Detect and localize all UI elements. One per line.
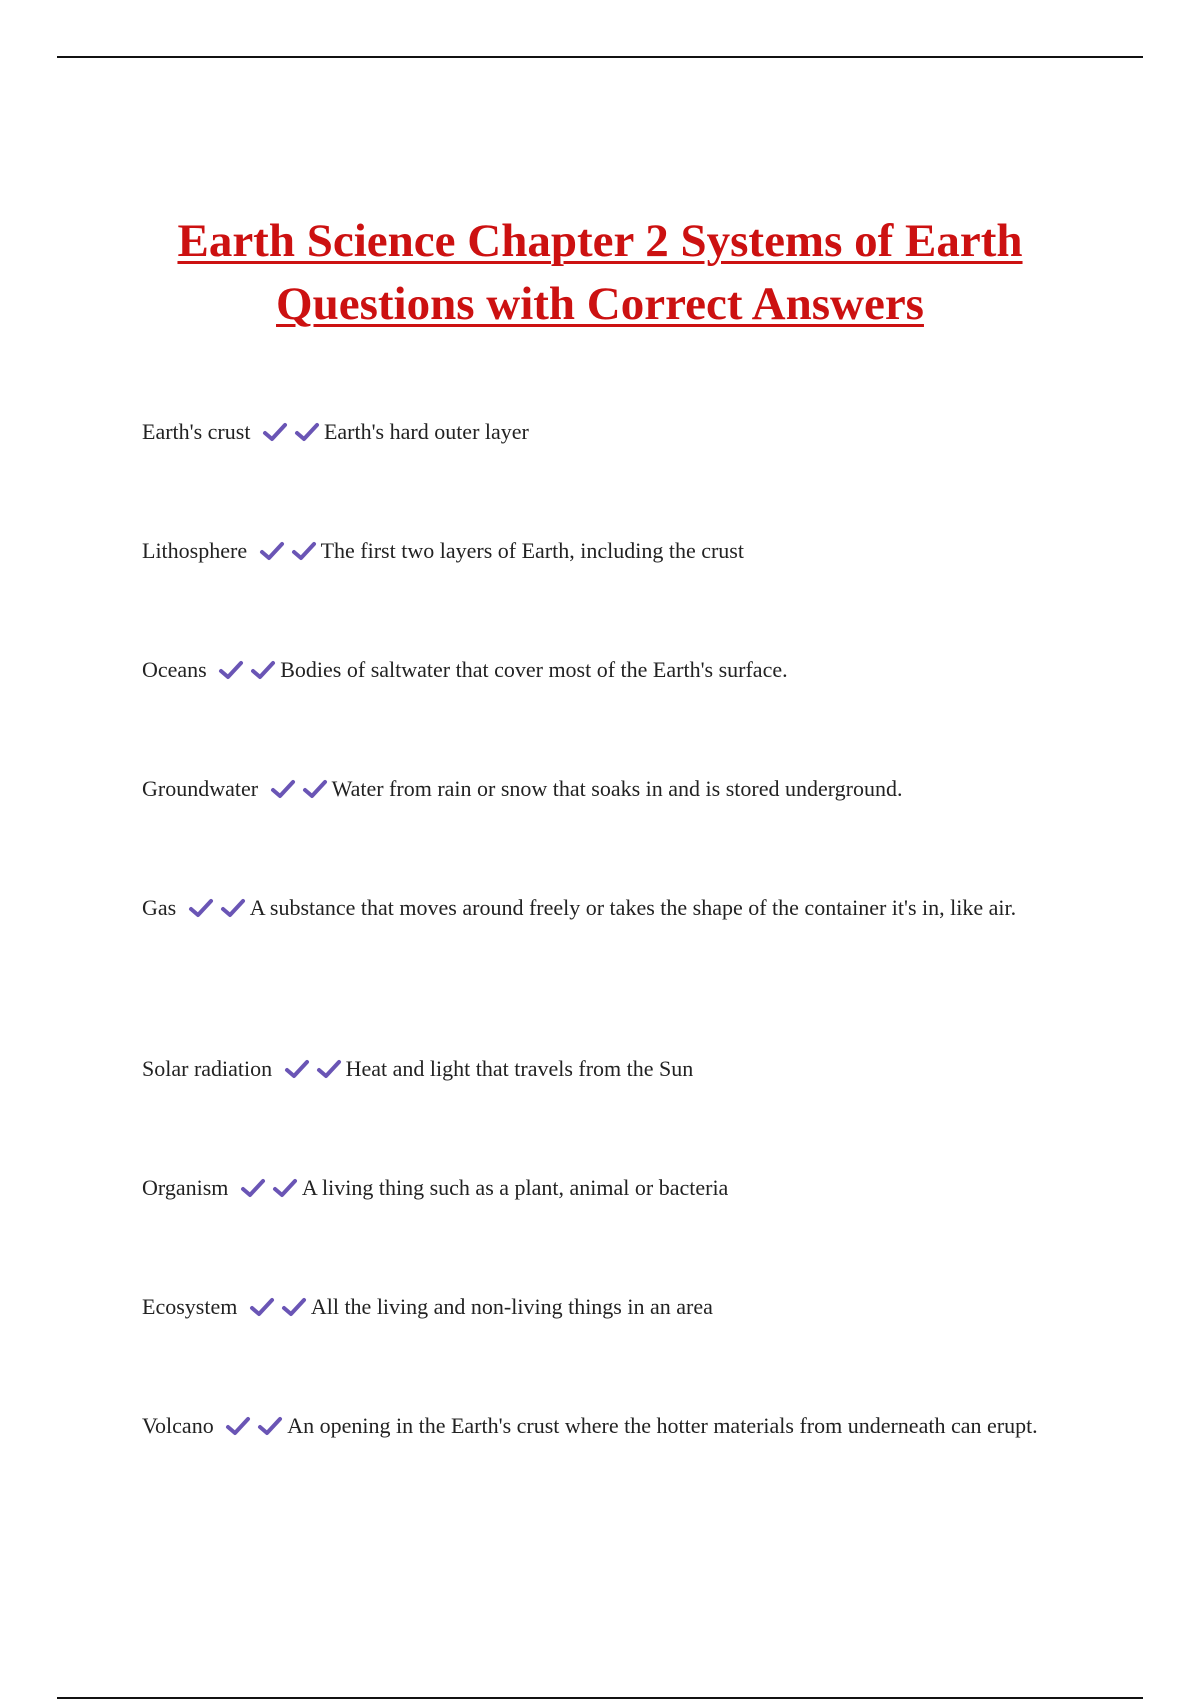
check-icon bbox=[262, 422, 288, 442]
term: Oceans bbox=[142, 657, 207, 682]
check-icon bbox=[250, 660, 276, 680]
answer: Earth's hard outer layer bbox=[323, 419, 529, 444]
check-icon bbox=[281, 1297, 307, 1317]
answer: The first two layers of Earth, including the crust bbox=[320, 538, 744, 563]
qa-item bbox=[142, 767, 1042, 814]
check-icon bbox=[240, 1178, 266, 1198]
term: Earth's crust bbox=[142, 419, 251, 444]
qa-item bbox=[142, 410, 1042, 457]
qa-item bbox=[142, 1404, 1042, 1451]
qa-item bbox=[142, 1047, 1042, 1094]
title-line-1: Earth Science Chapter 2 Systems of Earth bbox=[177, 215, 1023, 267]
term: Volcano bbox=[142, 1413, 214, 1438]
check-icon bbox=[294, 422, 320, 442]
answer: Water from rain or snow that soaks in and is stored underground. bbox=[331, 776, 903, 801]
header-rule bbox=[57, 56, 1143, 58]
check-icon bbox=[316, 1059, 342, 1079]
check-icon bbox=[218, 660, 244, 680]
check-marks bbox=[218, 651, 276, 695]
title-line-2: Questions with Correct Answers bbox=[276, 278, 924, 330]
answer: An opening in the Earth's crust where the hotter materials from underneath can erupt. bbox=[287, 1413, 1038, 1438]
answer: Heat and light that travels from the Sun bbox=[345, 1056, 694, 1081]
qa-item bbox=[142, 1285, 1042, 1332]
check-icon bbox=[270, 779, 296, 799]
qa-item bbox=[142, 648, 1042, 695]
qa-item bbox=[142, 886, 1042, 933]
answer: Bodies of saltwater that cover most of the Earth's surface. bbox=[280, 657, 788, 682]
footer-rule bbox=[57, 1697, 1143, 1699]
qa-item bbox=[142, 529, 1042, 576]
check-icon bbox=[259, 541, 285, 561]
check-icon bbox=[249, 1297, 275, 1317]
check-marks bbox=[240, 1169, 298, 1213]
term: Organism bbox=[142, 1175, 229, 1200]
check-icon bbox=[225, 1416, 251, 1436]
check-marks bbox=[249, 1288, 307, 1332]
term: Groundwater bbox=[142, 776, 259, 801]
check-icon bbox=[272, 1178, 298, 1198]
check-icon bbox=[188, 898, 214, 918]
term: Ecosystem bbox=[142, 1294, 238, 1319]
answer: All the living and non-living things in an area bbox=[310, 1294, 713, 1319]
term: Gas bbox=[142, 895, 177, 920]
check-marks bbox=[270, 770, 328, 814]
check-icon bbox=[291, 541, 317, 561]
check-icon bbox=[220, 898, 246, 918]
page-title bbox=[120, 210, 1080, 336]
check-icon bbox=[284, 1059, 310, 1079]
check-marks bbox=[284, 1050, 342, 1094]
qa-item bbox=[142, 1166, 1042, 1213]
check-marks bbox=[262, 413, 320, 457]
check-marks bbox=[259, 532, 317, 576]
answer: A living thing such as a plant, animal or bacteria bbox=[301, 1175, 729, 1200]
check-marks bbox=[188, 889, 246, 933]
check-marks bbox=[225, 1407, 283, 1451]
check-icon bbox=[302, 779, 328, 799]
answer: A substance that moves around freely or takes the shape of the container it's in, like air. bbox=[249, 895, 1017, 920]
term: Solar radiation bbox=[142, 1056, 273, 1081]
check-icon bbox=[257, 1416, 283, 1436]
term: Lithosphere bbox=[142, 538, 248, 563]
